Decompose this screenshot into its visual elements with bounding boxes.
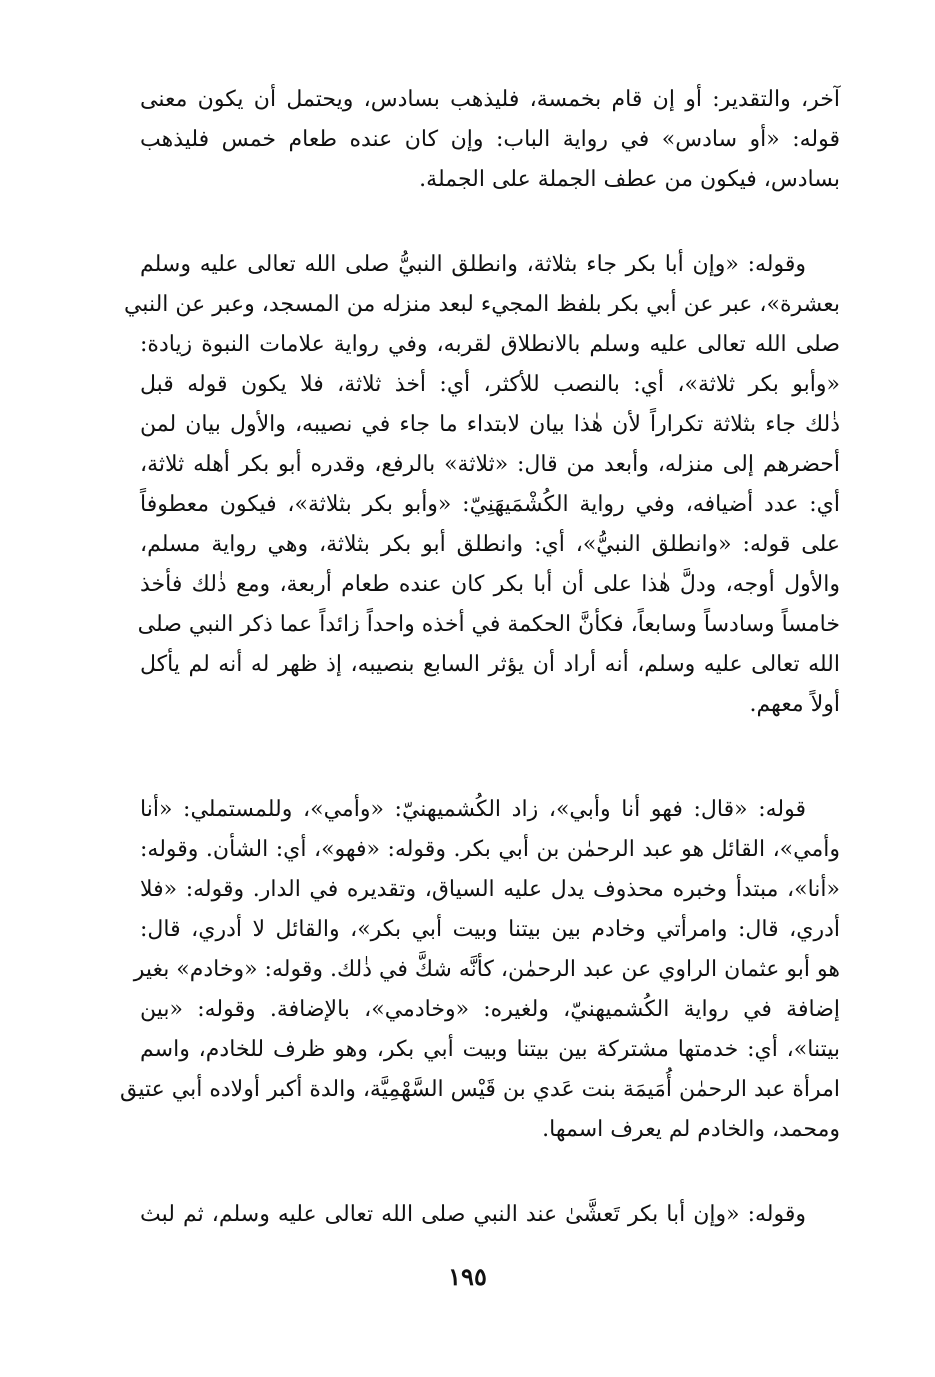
text-line: ومحمد، والخادم لم يعرف اسمها. (542, 1117, 840, 1142)
text-line: وقوله: «وإن أبا بكر جاء بثلاثة، وانطلق النبيُّ صلى الله تعالى عليه وسلم (140, 252, 806, 277)
text-line: أولاً معهم. (749, 692, 840, 717)
text-line: على قوله: «وانطلق النبيُّ»، أي: وانطلق أبو بكر بثلاثة، وهي رواية مسلم، (140, 532, 840, 557)
text-line: والأول أوجه، ودلَّ هٰذا على أن أبا بكر كان عنده طعام أربعة، ومع ذٰلك فأخذ (140, 572, 840, 597)
text-line: أدري، قال: وامرأتي وخادم بين بيتنا وبيت أبي بكر»، والقائل لا أدري، قال: (140, 917, 840, 942)
text-line: «أنا»، مبتدأ وخبره محذوف يدل عليه السياق، وتقديره في الدار. وقوله: «فلا (140, 877, 840, 902)
text-line: قوله: «قال: فهو أنا وأبي»، زاد الكُشميهنيّ: «وأمي»، وللمستملي: «أنا (140, 797, 806, 822)
text-line: ذٰلك جاء بثلاثة تكراراً لأن هٰذا بيان لابتداء ما جاء في نصيبه، والأول بيان لمن (140, 412, 840, 437)
text-line: خامساً وسادساً وسابعاً، فكأنَّ الحكمة في أخذه واحداً زائداً عما ذكر النبي صلى (137, 612, 840, 637)
text-line: بيتنا»، أي: خدمتها مشتركة بين بيتنا وبيت أبي بكر، وهو ظرف للخادم، واسم (140, 1037, 840, 1062)
text-line: بسادس، فيكون من عطف الجملة على الجملة. (419, 167, 840, 192)
page-number: ١٩٥ (448, 1262, 487, 1291)
text-line: الله تعالى عليه وسلم، أنه أراد أن يؤثر السابع بنصيبه، إذ ظهر له أنه لم يأكل (140, 652, 840, 677)
text-line: وقوله: «وإن أبا بكر تَعشَّىٰ عند النبي صلى الله تعالى عليه وسلم، ثم لبث (140, 1202, 806, 1227)
text-line: وأمي»، القائل هو عبد الرحمٰن بن أبي بكر. وقوله: «فهو»، أي: الشأن. وقوله: (140, 837, 840, 862)
paragraph (120, 790, 840, 1150)
text-line: قوله: «أو سادس» في رواية الباب: وإن كان عنده طعام خمس فليذهب (140, 127, 840, 152)
text-line: بعشرة»، عبر عن أبي بكر بلفظ المجيء لبعد منزله من المسجد، وعبر عن النبي (123, 292, 840, 317)
text-line: أي: عدد أضيافه، وفي رواية الكُشْمَيهَنِيّ: «وأبو بكر بثلاثة»، فيكون معطوفاً (140, 492, 840, 517)
text-line: آخر، والتقدير: أو إن قام بخمسة، فليذهب بسادس، ويحتمل أن يكون معنى (140, 87, 840, 112)
paragraph (140, 1195, 840, 1235)
paragraph (123, 245, 840, 725)
text-line: هو أبو عثمان الراوي عن عبد الرحمٰن، كأنَّه شكَّ في ذٰلك. وقوله: «وخادم» بغير (133, 957, 840, 982)
text-line: «وأبو بكر ثلاثة»، أي: بالنصب للأكثر، أي: أخذ ثلاثة، فلا يكون قوله قبل (140, 372, 840, 397)
text-line: صلى الله تعالى عليه وسلم بالانطلاق لقربه، وفي رواية علامات النبوة زيادة: (140, 332, 840, 357)
text-line: إضافة في رواية الكُشميهنيّ، ولغيره: «وخادمي»، بالإضافة. وقوله: «بين (140, 997, 840, 1022)
text-line: أحضرهم إلى منزله، وأبعد من قال: «ثلاثة» بالرفع، وقدره أبو بكر أهله ثلاثة، (140, 452, 840, 477)
text-line: امرأة عبد الرحمٰن أُمَيمَة بنت عَدي بن قَيْس السَّهْمِيَّة، والدة أكبر أولاده أبي عتيق (120, 1077, 840, 1102)
paragraph (140, 80, 840, 200)
